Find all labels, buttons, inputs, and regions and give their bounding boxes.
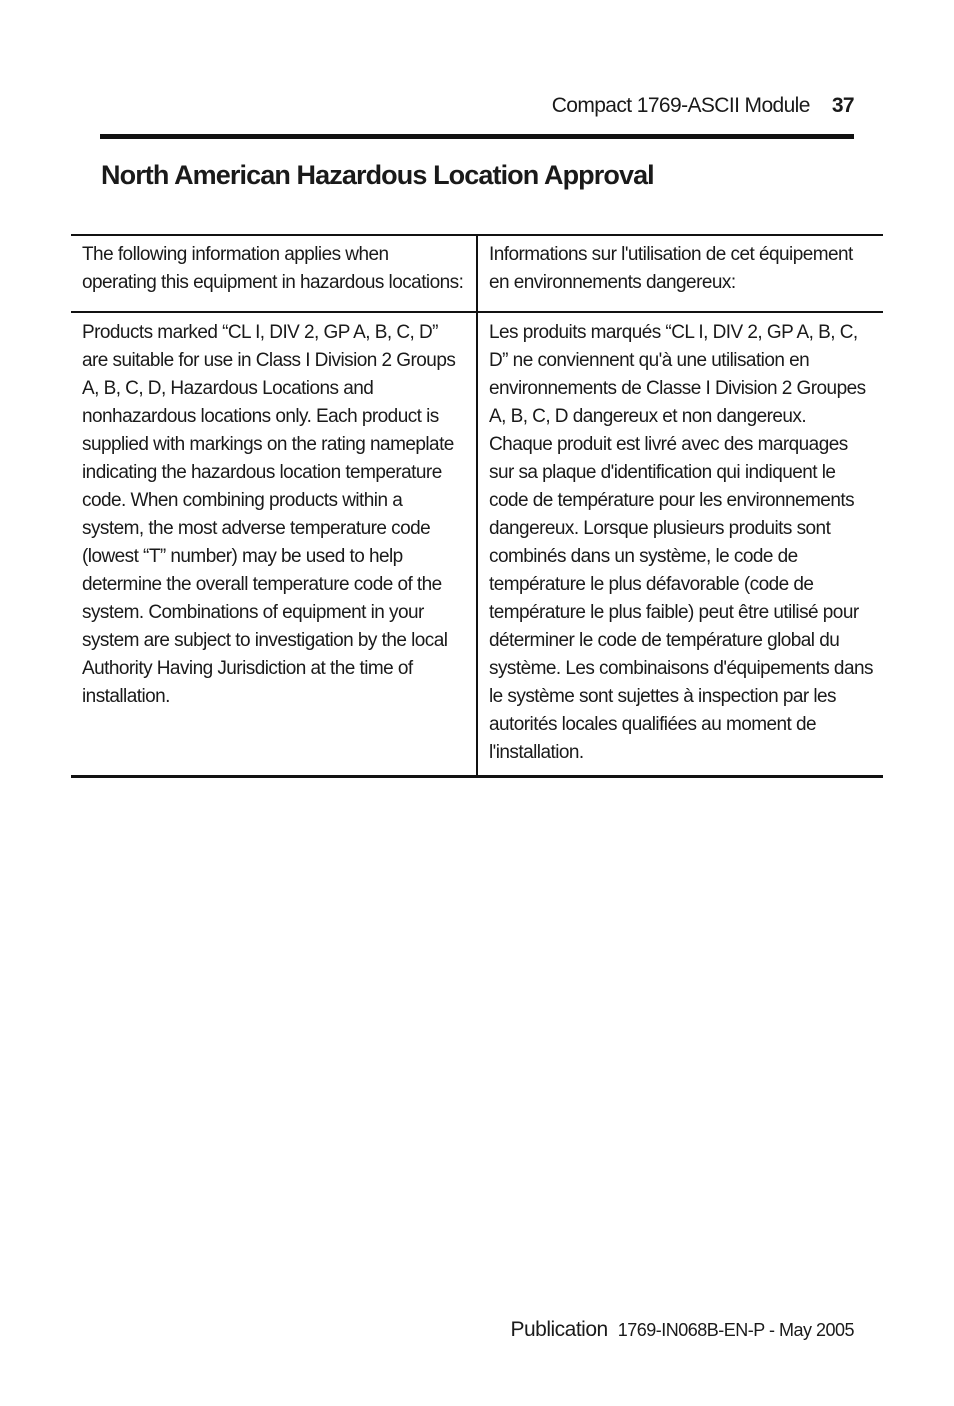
header-doc-title: Compact 1769-ASCII Module (551, 94, 810, 117)
running-header (552, 94, 854, 118)
header-rule (100, 134, 854, 139)
hazardous-location-table (71, 234, 883, 778)
table-row-intro (71, 235, 883, 312)
table-row-body (71, 312, 883, 777)
page-footer (510, 1318, 854, 1342)
body-english-cell: Products marked “CL I, DIV 2, GP A, B, C, D” are suitable for use in Class I Division 2 Groups A, B, C, D, Hazardous Locations and nonhazardous locations only. Each product is supplied with markings on the rating nameplate indicating the hazardous location temperature code. When combining products within a system, the most adverse temperature code (lowest “T” number) may be used to help determine the overall temperature code of the system. Combinations of equipment in your system are subject to investigation by the local Authority Having Jurisdiction at the time of installation. (71, 312, 477, 777)
publication-id: 1769-IN068B-EN-P - May 2005 (617, 1320, 854, 1340)
intro-french-cell: Informations sur l'utilisation de cet équipement en environnements dangereux: (477, 235, 883, 312)
page-number: 37 (831, 94, 854, 117)
body-french-cell: Les produits marqués “CL I, DIV 2, GP A, B, C, D” ne conviennent qu'à une utilisation en environnements de Classe I Division 2 Groupes A, B, C, D dangereux et non dangereux. Chaque produit est livré avec des marquages sur sa plaque d'identification qui indiquent le code de température pour les environnements dangereux. Lorsque plusieurs produits sont combinés dans un système, le code de température le plus défavorable (code de température le plus faible) peut être utilisé pour déterminer le code de température global du système. Les combinaisons d'équipements dans le système sont sujettes à inspection par les autorités locales qualifiées au moment de l'installation. (477, 312, 883, 777)
publication-label: Publication (510, 1318, 608, 1341)
section-title: North American Hazardous Location Approval (101, 160, 654, 190)
intro-english-cell: The following information applies when operating this equipment in hazardous locations: (71, 235, 477, 312)
